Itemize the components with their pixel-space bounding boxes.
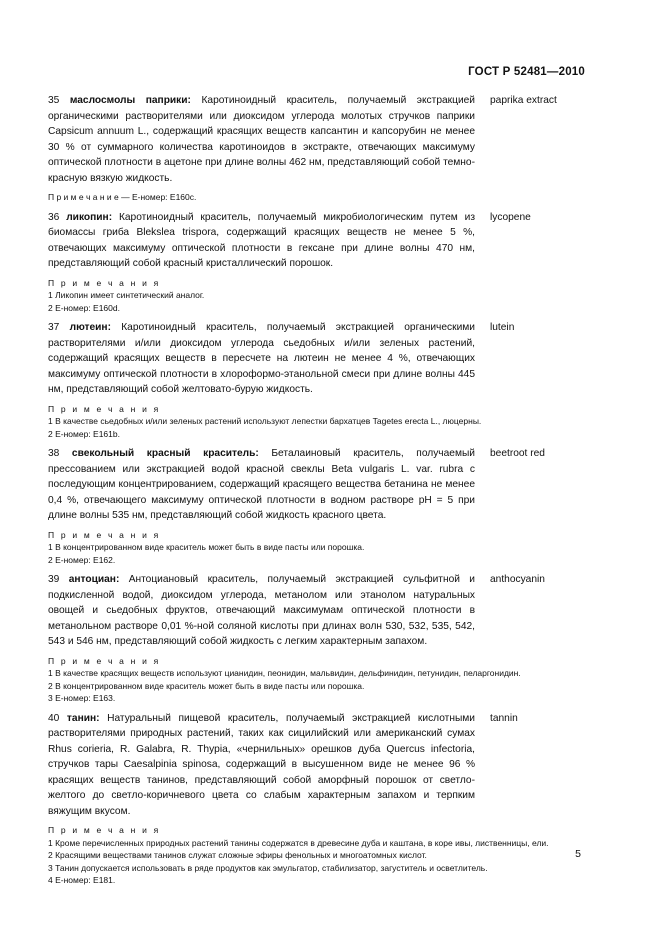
- note-line: 2 В концентрированном виде краситель может быть в виде пасты или порошка.: [48, 680, 365, 691]
- document-body: [48, 93, 590, 893]
- term-definition: [48, 711, 475, 820]
- term-entry: [48, 210, 590, 272]
- note-line: 2 Е-номер: Е162.: [48, 554, 116, 565]
- note-line: 1 В качестве красящих веществ используют цианидин, пеонидин, мальвидин, дельфинидин, петунидин, пеларгонидин.: [48, 668, 521, 678]
- standard-number: ГОСТ Р 52481—2010: [468, 66, 585, 78]
- note-line: П р и м е ч а н и е — Е-номер: Е160с.: [48, 192, 197, 202]
- notes-block: [48, 824, 583, 887]
- term-entry: [48, 572, 590, 650]
- notes-block: [48, 655, 583, 705]
- term-name: ликопин:: [66, 211, 113, 223]
- term-number: 39: [48, 574, 60, 585]
- notes-title: П р и м е ч а н и я: [48, 277, 161, 288]
- term-english: anthocyanin: [490, 574, 545, 585]
- term-english: lycopene: [490, 211, 531, 223]
- term-entry: [48, 711, 590, 820]
- notes-block: [48, 191, 583, 204]
- note-line: 3 Танин допускается использовать в ряде продуктов как эмульгатор, стабилизатор, загуститель и осветлитель.: [48, 862, 488, 873]
- term-number: 38: [48, 448, 60, 459]
- term-entry: [48, 320, 590, 398]
- term-name: танин:: [66, 712, 100, 724]
- page-number: 5: [575, 848, 581, 860]
- term-definition-text: Каротиноидный краситель, получаемый экстракцией органическими растворителями и/или диоксидом углерода сьедобных и/или зеленых растений, содержащий красящих веществ в пересчете на лютеин не менее 4 %, отвечающих максимуму оптической плотности в хлороформо-этанольной смеси при длине волны 445 нм, представляющий собой желтовато-бурую жидкость.: [48, 322, 475, 395]
- term-definition: [48, 93, 475, 186]
- term-definition-text: Антоциановый краситель, получаемый экстракцией сульфитной и подкисленной водой, диоксидом углерода, метанолом или этанолом натуральных овощей и сьедобных фруктов, отвечающий максимумам оптической плотности в метанольном растворе 0,01 %-ной соляной кислоты при длинах волн 530, 532, 535, 542, 543 и 546 нм, представляющий собой жидкость с легким характерным запахом.: [48, 574, 475, 647]
- note-line: 1 Кроме перечисленных природных растений танины содержатся в древесине дуба и каштана, в коре ивы, лиственницы, ели.: [48, 837, 549, 848]
- term-name: антоциан:: [68, 574, 120, 585]
- term-number: 35: [48, 95, 60, 106]
- term-english: beetroot red: [490, 448, 545, 459]
- notes-title: П р и м е ч а н и я: [48, 825, 161, 835]
- term-english: tannin: [490, 712, 518, 724]
- notes-title: П р и м е ч а н и я: [48, 403, 161, 414]
- term-entry: [48, 93, 590, 186]
- term-definition: [48, 320, 475, 398]
- term-name: лютеин:: [69, 322, 111, 333]
- notes-block: [48, 277, 583, 315]
- term-number: 37: [48, 322, 60, 333]
- note-line: 1 В концентрированном виде краситель может быть в виде пасты или порошка.: [48, 542, 365, 552]
- term-definition: [48, 572, 475, 650]
- term-name: маслосмолы паприки:: [69, 95, 191, 106]
- notes-title: П р и м е ч а н и я: [48, 529, 161, 540]
- term-number: 36: [48, 211, 60, 223]
- notes-block: [48, 403, 583, 441]
- term-definition-text: Каротиноидный краситель, получаемый экстракцией органическими растворителями или диоксидом углерода молотых стручков паприки Capsicum annuum L., содержащий красящих веществ капсантин и капсорубин не менее 30 % от суммарного количества каротиноидов в экстракте, отвечающих максимуму оптической плотности в ацетоне при длине волны 462 нм, представляющий собой темно-красную вязкую жидкость.: [48, 95, 475, 184]
- term-number: 40: [48, 712, 60, 724]
- term-definition: [48, 446, 475, 524]
- notes-block: [48, 529, 583, 567]
- term-name: свекольный красный краситель:: [71, 448, 259, 459]
- note-line: 3 Е-номер: Е163.: [48, 693, 116, 703]
- term-english: paprika extract: [490, 95, 557, 106]
- term-definition-text: Каротиноидный краситель, получаемый микробиологическим путем из биомассы гриба Blekslea trispora, содержащий красящих веществ не менее 5 %, отвечающих максимуму оптической плотности в гексане при длине волны 470 нм, представляющий собой красный кристаллический порошок.: [48, 211, 475, 269]
- term-entry: [48, 446, 590, 524]
- notes-title: П р и м е ч а н и я: [48, 655, 161, 666]
- note-line: 1 Ликопин имеет синтетический аналог.: [48, 290, 205, 300]
- term-definition-text: Беталаиновый краситель, получаемый прессованием или экстракцией водой красной свеклы Beta vulgaris L. var. rubra с последующим концентрированием, содержащий красящего вещества бетанина не менее 0,4 %, отвечающего максимуму оптической плотности в водном растворе рН = 5 при длине волны 535 нм, представляющий собой жидкость красного цвета.: [48, 448, 475, 521]
- term-definition-text: Натуральный пищевой краситель, получаемый экстракцией кислотными растворителями природных растений, таких как сицилийский или американский сумах Rhus corieria, R. Galabra, R. Thypia, «чернильных» орешков дуба Quercus infectoria, стручков тары Caesalpinia spinosa, содержащий в высушенном виде не менее 96 % красящих веществ танинов, представляющий собой аморфный порошок от светло-желтого до светло-коричневого цвета со слабым характерным запахом и терпким вяжущим вкусом.: [48, 712, 475, 817]
- note-line: 2 Е-номер: Е161b.: [48, 428, 120, 439]
- note-line: 2 Красящими веществами танинов служат сложные эфиры фенольных и многоатомных кислот.: [48, 850, 427, 860]
- term-english: lutein: [490, 322, 515, 333]
- note-line: 4 Е-номер: Е181.: [48, 875, 116, 885]
- term-definition: [48, 210, 475, 272]
- note-line: 1 В качестве сьедобных и/или зеленых растений используют лепестки бархатцев Tagetes erecta L., люцерны.: [48, 416, 482, 426]
- note-line: 2 Е-номер: Е160d.: [48, 302, 120, 313]
